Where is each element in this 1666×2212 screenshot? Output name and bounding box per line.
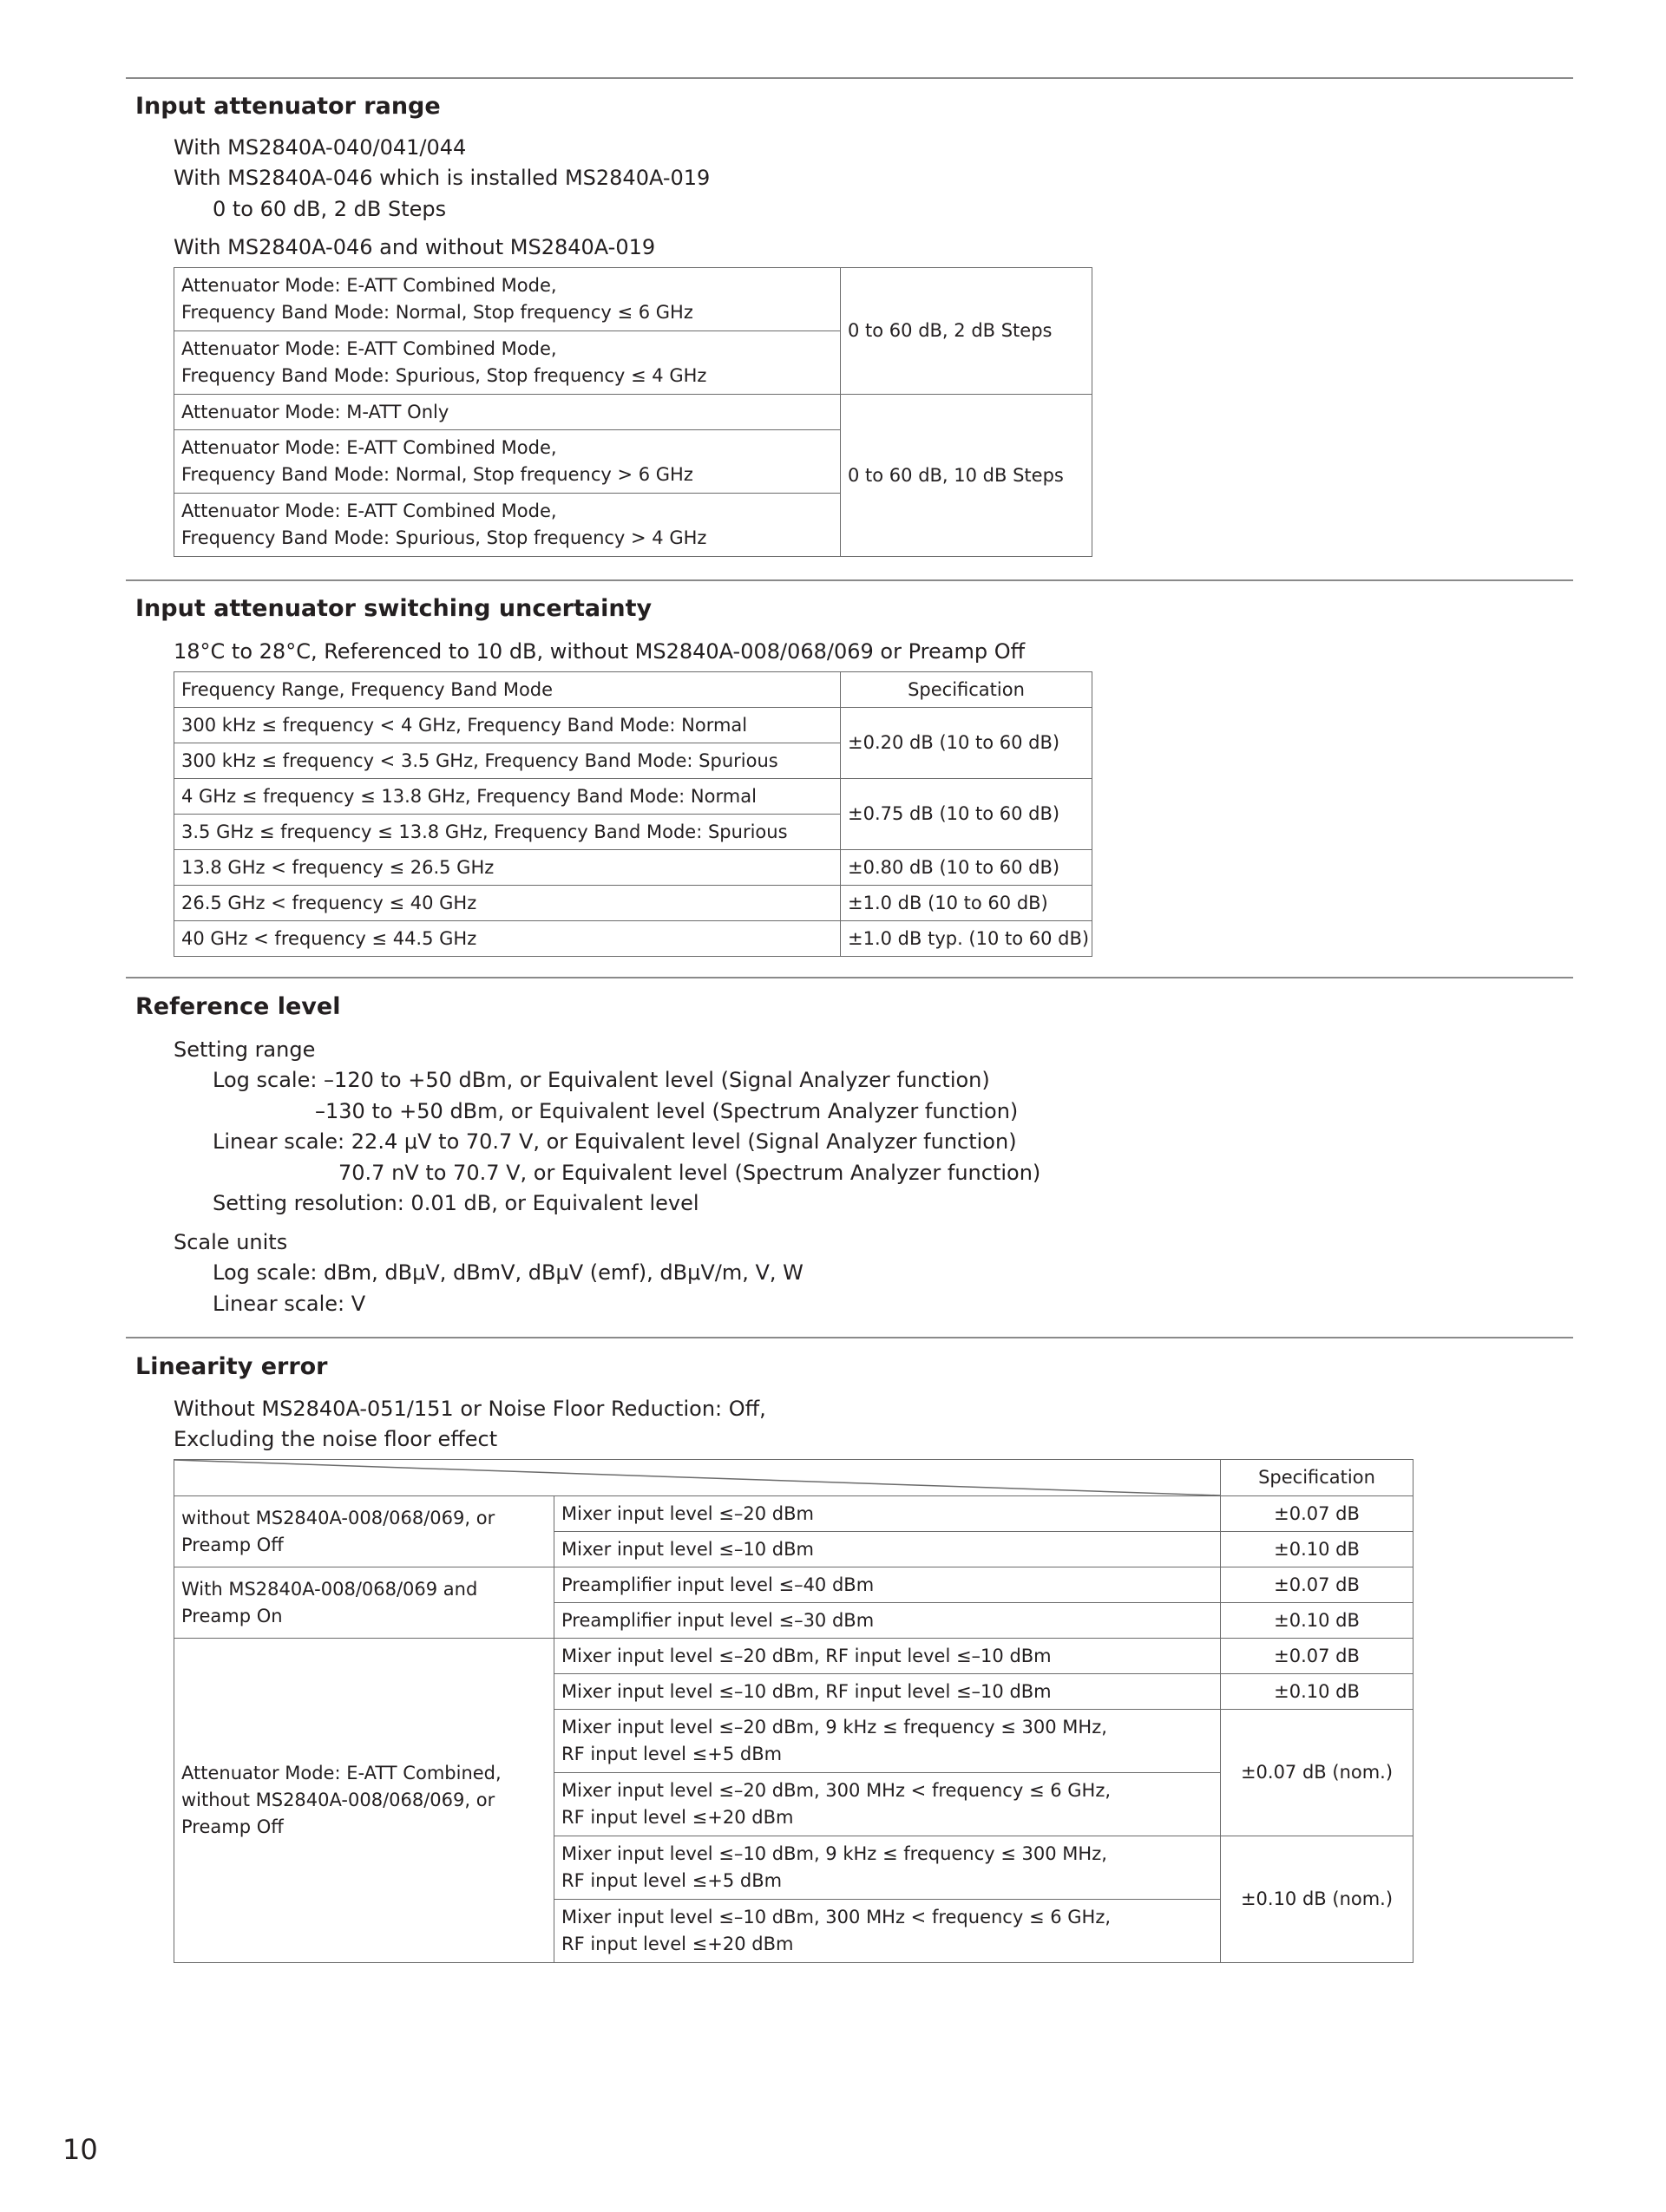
table-row [174, 886, 1092, 921]
header-diagonal-cell [174, 1460, 1221, 1496]
spec-cell: ±0.07 dB [1221, 1496, 1413, 1532]
spec-cell: ±0.10 dB [1221, 1532, 1413, 1567]
table-row [174, 1567, 1413, 1603]
column-header: Specification [1221, 1460, 1413, 1496]
linear-scale-line-2: 70.7 nV to 70.7 V, or Equivalent level (Spectrum Analyzer function) [338, 1161, 1041, 1185]
table-row [174, 779, 1092, 815]
table-cell: 26.5 GHz < frequency ≤ 40 GHz [174, 886, 841, 921]
range-value: 0 to 60 dB, 2 dB Steps [213, 197, 447, 221]
section-divider [126, 77, 1573, 79]
option-line: With MS2840A-040/041/044 [174, 135, 467, 160]
subheading: Scale units [174, 1230, 288, 1254]
table-cell: Mixer input level ≤–20 dBm, 300 MHz < frequency ≤ 6 GHz, RF input level ≤+20 dBm [554, 1773, 1221, 1836]
table-cell: Preamplifier input level ≤–40 dBm [554, 1567, 1221, 1603]
table-cell: Mixer input level ≤–10 dBm, 300 MHz < frequency ≤ 6 GHz, RF input level ≤+20 dBm [554, 1900, 1221, 1963]
table-row [174, 708, 1092, 743]
table-cell: Mixer input level ≤–20 dBm, RF input level ≤–10 dBm [554, 1639, 1221, 1674]
table-header-row [174, 1460, 1413, 1496]
linear-scale-line: Linear scale: 22.4 μV to 70.7 V, or Equivalent level (Signal Analyzer function) [213, 1129, 1017, 1154]
spec-cell: ±0.20 dB (10 to 60 dB) [841, 708, 1092, 779]
linear-units-line: Linear scale: V [213, 1292, 366, 1316]
table-row [174, 1496, 1413, 1532]
spec-cell: ±0.07 dB (nom.) [1221, 1710, 1413, 1836]
section-title-atten-range: Input attenuator range [135, 93, 441, 120]
atten-range-table [174, 267, 1092, 557]
table-cell: Attenuator Mode: E-ATT Combined Mode, Frequency Band Mode: Spurious, Stop frequency ≤ 4 GHz [174, 331, 841, 395]
table-cell: Mixer input level ≤–10 dBm, RF input level ≤–10 dBm [554, 1674, 1221, 1710]
table-cell: Mixer input level ≤–20 dBm, 9 kHz ≤ frequency ≤ 300 MHz, RF input level ≤+5 dBm [554, 1710, 1221, 1773]
subheading: Setting range [174, 1037, 316, 1062]
spec-cell: ±1.0 dB (10 to 60 dB) [841, 886, 1092, 921]
table-cell: Mixer input level ≤–20 dBm [554, 1496, 1221, 1532]
condition-line: 18°C to 28°C, Referenced to 10 dB, without MS2840A-008/068/069 or Preamp Off [174, 639, 1026, 664]
section-title-atten-switch: Input attenuator switching uncertainty [135, 595, 653, 622]
section-divider [126, 579, 1573, 581]
table-row [174, 850, 1092, 886]
table-cell: Attenuator Mode: E-ATT Combined Mode, Frequency Band Mode: Normal, Stop frequency > 6 GHz [174, 430, 841, 494]
spec-cell: ±0.10 dB (nom.) [1221, 1836, 1413, 1963]
table-cell: 3.5 GHz ≤ frequency ≤ 13.8 GHz, Frequency Band Mode: Spurious [174, 815, 841, 850]
table-row [174, 395, 1092, 430]
section-divider [126, 977, 1573, 978]
table-cell: Preamplifier input level ≤–30 dBm [554, 1603, 1221, 1639]
option-line: With MS2840A-046 which is installed MS2840A-019 [174, 166, 711, 190]
table-cell: Attenuator Mode: M-ATT Only [174, 395, 841, 430]
spec-cell: ±0.07 dB [1221, 1639, 1413, 1674]
table-cell: Mixer input level ≤–10 dBm, 9 kHz ≤ frequency ≤ 300 MHz, RF input level ≤+5 dBm [554, 1836, 1221, 1900]
table-cell: Attenuator Mode: E-ATT Combined Mode, Frequency Band Mode: Spurious, Stop frequency > 4 GHz [174, 494, 841, 557]
table-row [174, 268, 1092, 331]
table-row [174, 1639, 1413, 1674]
section-title-ref-level: Reference level [135, 993, 341, 1020]
column-header: Specification [841, 672, 1092, 708]
table-cell-value: 0 to 60 dB, 10 dB Steps [841, 395, 1092, 557]
linearity-table [174, 1459, 1413, 1963]
group-cell: without MS2840A-008/068/069, or Preamp Off [174, 1496, 554, 1567]
atten-switch-table [174, 671, 1092, 957]
spec-cell: ±0.07 dB [1221, 1567, 1413, 1603]
option-line: With MS2840A-046 and without MS2840A-019 [174, 235, 656, 259]
table-cell: 4 GHz ≤ frequency ≤ 13.8 GHz, Frequency Band Mode: Normal [174, 779, 841, 815]
table-cell: 300 kHz ≤ frequency < 4 GHz, Frequency Band Mode: Normal [174, 708, 841, 743]
setting-resolution: Setting resolution: 0.01 dB, or Equivalent level [213, 1191, 699, 1215]
log-scale-line-2: –130 to +50 dBm, or Equivalent level (Spectrum Analyzer function) [315, 1099, 1019, 1123]
spec-cell: ±0.75 dB (10 to 60 dB) [841, 779, 1092, 850]
condition-line: Excluding the noise floor effect [174, 1427, 498, 1451]
section-divider [126, 1337, 1573, 1338]
condition-line: Without MS2840A-051/151 or Noise Floor Reduction: Off, [174, 1397, 766, 1421]
diagonal-line [174, 1460, 1221, 1495]
log-scale-line: Log scale: –120 to +50 dBm, or Equivalent level (Signal Analyzer function) [213, 1068, 990, 1092]
table-cell-value: 0 to 60 dB, 2 dB Steps [841, 268, 1092, 395]
group-cell: Attenuator Mode: E-ATT Combined, without MS2840A-008/068/069, or Preamp Off [174, 1639, 554, 1963]
table-cell: 300 kHz ≤ frequency < 3.5 GHz, Frequency Band Mode: Spurious [174, 743, 841, 779]
table-cell: 40 GHz < frequency ≤ 44.5 GHz [174, 921, 841, 957]
table-cell: Attenuator Mode: E-ATT Combined Mode, Frequency Band Mode: Normal, Stop frequency ≤ 6 GHz [174, 268, 841, 331]
section-title-linearity: Linearity error [135, 1353, 328, 1380]
table-header-row [174, 672, 1092, 708]
group-cell: With MS2840A-008/068/069 and Preamp On [174, 1567, 554, 1639]
spec-cell: ±0.80 dB (10 to 60 dB) [841, 850, 1092, 886]
table-row [174, 921, 1092, 957]
page-number: 10 [62, 2133, 98, 2166]
log-units-line: Log scale: dBm, dBμV, dBmV, dBμV (emf), dBμV/m, V, W [213, 1260, 803, 1285]
table-cell: 13.8 GHz < frequency ≤ 26.5 GHz [174, 850, 841, 886]
spec-cell: ±0.10 dB [1221, 1603, 1413, 1639]
spec-cell: ±0.10 dB [1221, 1674, 1413, 1710]
table-cell: Mixer input level ≤–10 dBm [554, 1532, 1221, 1567]
column-header: Frequency Range, Frequency Band Mode [174, 672, 841, 708]
spec-cell: ±1.0 dB typ. (10 to 60 dB) [841, 921, 1092, 957]
